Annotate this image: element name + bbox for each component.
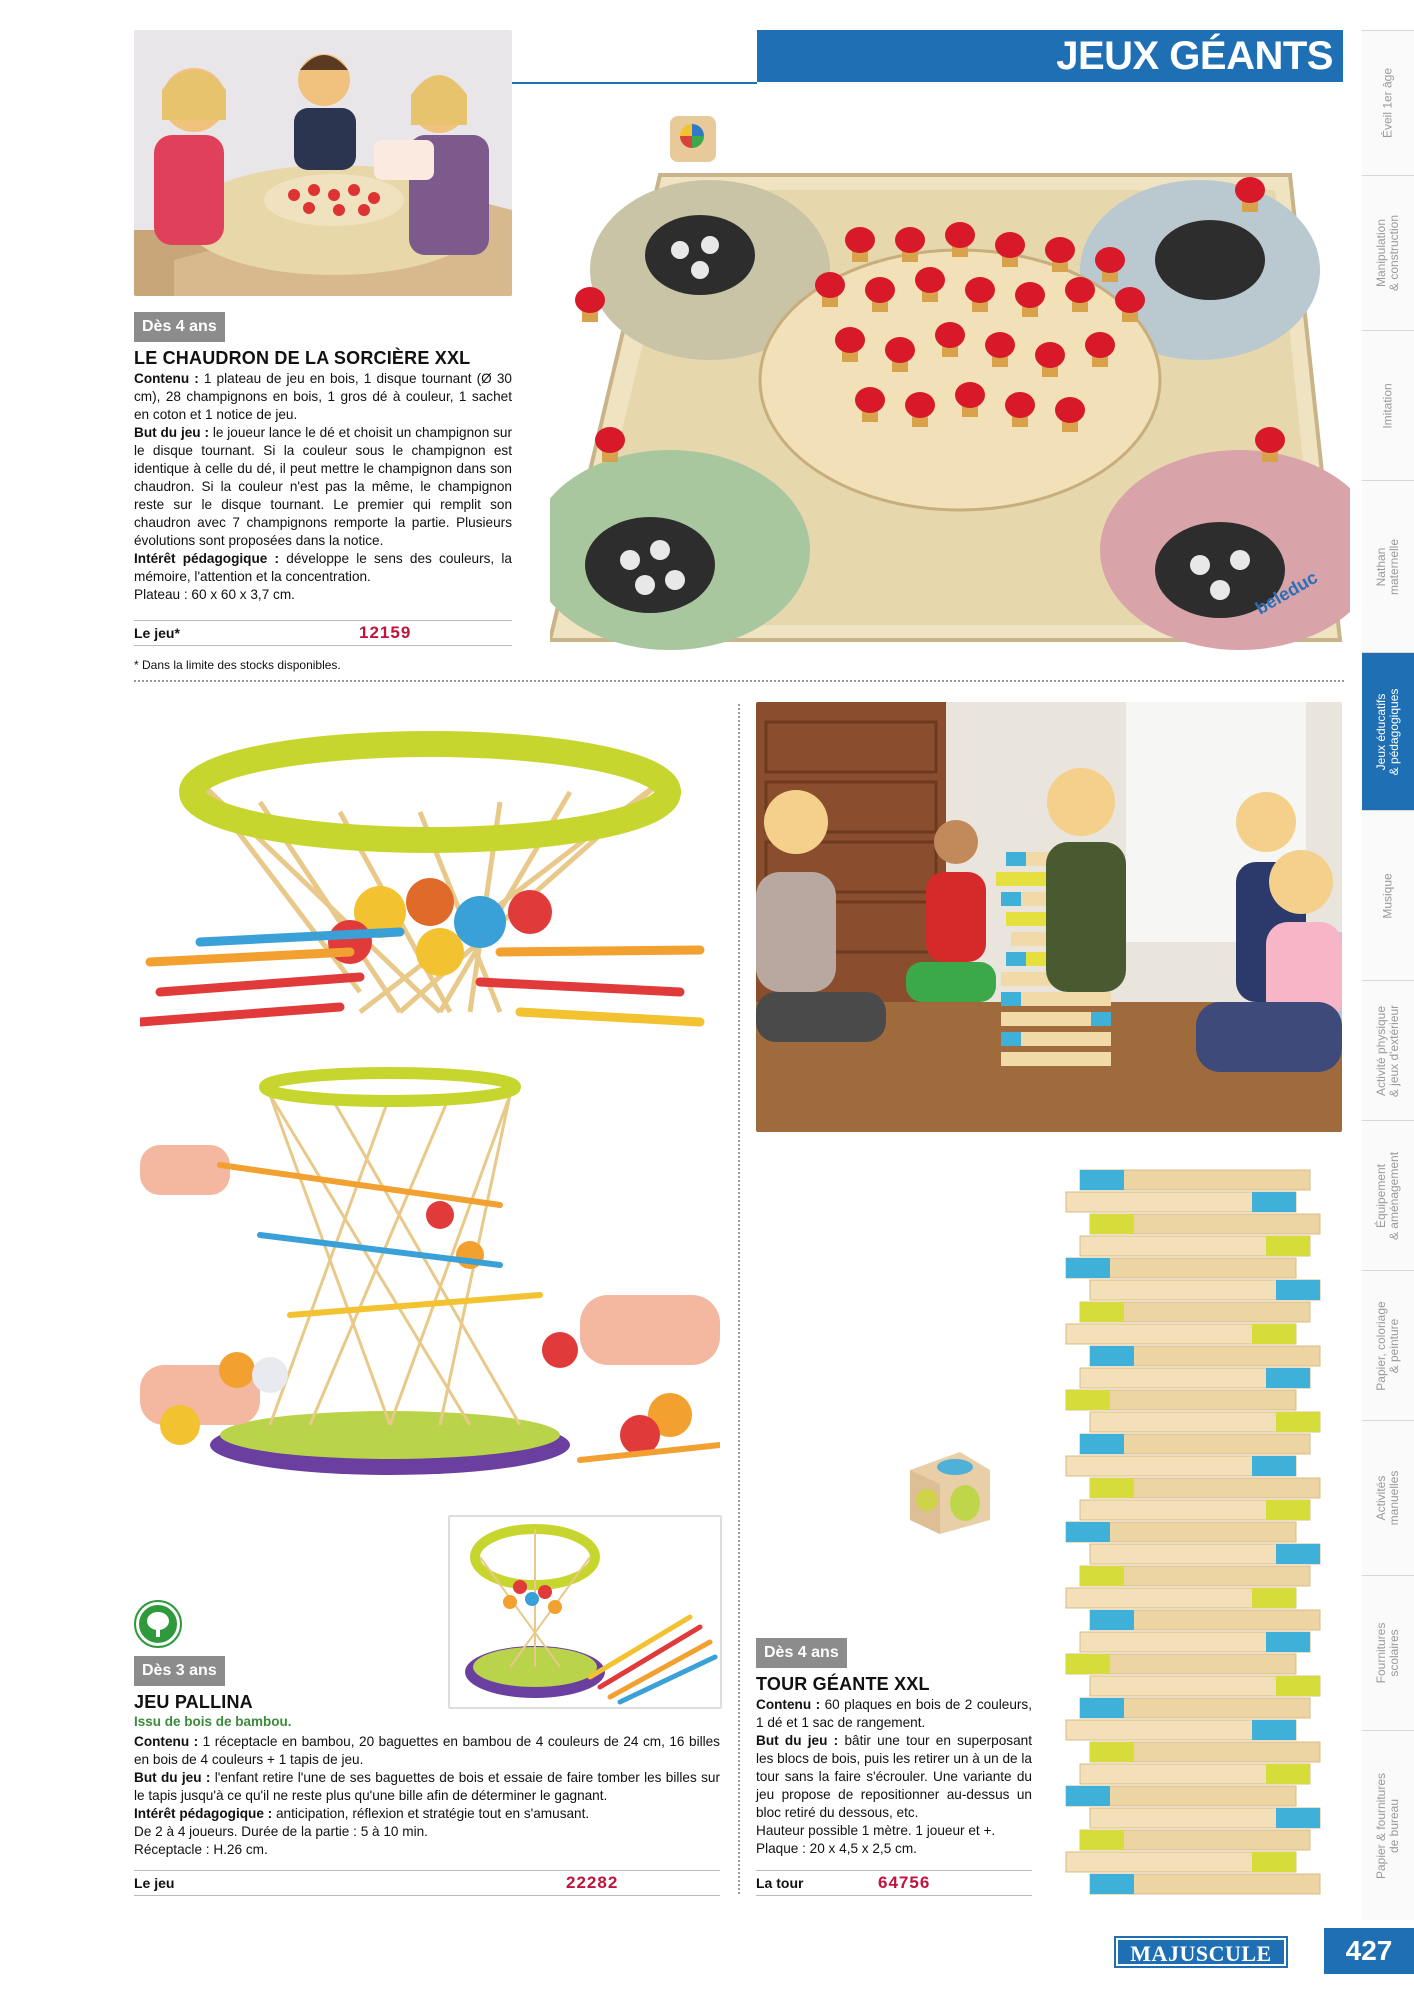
sidebar-tab[interactable]	[1362, 810, 1414, 980]
tower-block-end	[1080, 1698, 1124, 1718]
mushroom-cap	[595, 427, 625, 453]
price-row	[756, 1870, 1032, 1896]
pallina-basket-photo	[140, 712, 720, 1042]
mushroom-cap	[855, 387, 885, 413]
tower-block-end	[1276, 1280, 1320, 1300]
tower-block-end	[1080, 1302, 1124, 1322]
but-label: But du jeu :	[134, 1770, 211, 1785]
tower-block-end	[1276, 1412, 1320, 1432]
price-row	[134, 1870, 720, 1896]
mushroom-cap	[815, 272, 845, 298]
dimensions-text: Plaque : 20 x 4,5 x 2,5 cm.	[756, 1841, 917, 1856]
sidebar-tabs	[1362, 30, 1414, 1920]
age-badge: Dès 3 ans	[134, 1656, 225, 1686]
tower-block-end	[1266, 1764, 1310, 1784]
mushroom-cap	[835, 327, 865, 353]
sidebar-tab-label: Jeux éducatifs & pédagogiques	[1374, 688, 1401, 775]
sidebar-tab[interactable]	[1362, 980, 1414, 1120]
tower-block-end	[1090, 1214, 1134, 1234]
mushroom-cap	[1005, 392, 1035, 418]
mushroom-cap	[945, 222, 975, 248]
tower-block-end	[1080, 1566, 1124, 1586]
price-label: La tour	[756, 1875, 804, 1891]
mushroom-cap	[1065, 277, 1095, 303]
but-text: l'enfant retire l'une de ses baguettes de bois et essaie de faire tomber les billes sur le tapis jusqu'à ce qu'il ne reste plus qu'une bille afin de déterminer le gagnant.	[134, 1770, 720, 1803]
contenu-label: Contenu :	[134, 1734, 199, 1749]
product-code: 22282	[566, 1873, 619, 1892]
age-badge: Dès 4 ans	[134, 312, 225, 342]
product-description	[134, 1733, 720, 1859]
tower-block-end	[1252, 1192, 1296, 1212]
tower-block-end	[1066, 1786, 1110, 1806]
tower-block-end	[1080, 1170, 1124, 1190]
contenu-text: 1 réceptacle en bambou, 20 baguettes en bambou de 4 couleurs de 24 cm, 16 billes en bois de 4 couleurs + 1 tapis de jeu.	[134, 1734, 720, 1767]
mushroom-cap	[995, 232, 1025, 258]
mushroom-cap	[955, 382, 985, 408]
eco-leaf-icon	[136, 1602, 180, 1646]
sidebar-tab[interactable]	[1362, 652, 1414, 810]
pallina-play-photo	[140, 1065, 720, 1485]
mushroom-cap	[985, 332, 1015, 358]
age-badge: Dès 4 ans	[756, 1638, 847, 1668]
stock-note: * Dans la limite des stocks disponibles.	[134, 658, 341, 672]
sidebar-tab-label: Éveil 1er âge	[1380, 67, 1395, 139]
tower-block-end	[1090, 1346, 1134, 1366]
sidebar-tab[interactable]	[1362, 30, 1414, 175]
tower-block-end	[1090, 1874, 1134, 1894]
tower-block-end	[1080, 1830, 1124, 1850]
contenu-text: 1 plateau de jeu en bois, 1 disque tournant (Ø 30 cm), 28 champignons en bois, 1 gros dé à couleur, 1 sachet en coton et 1 notice de jeu.	[134, 371, 512, 422]
sidebar-tab-label: Activités manuelles	[1374, 1470, 1401, 1526]
tower-block-end	[1266, 1500, 1310, 1520]
tower-block-end	[1066, 1258, 1110, 1278]
tower-block-end	[1252, 1720, 1296, 1740]
tower-block-end	[1080, 1434, 1124, 1454]
banner-underline	[512, 82, 757, 84]
but-text: le joueur lance le dé et choisit un champignon sur le disque tournant. Si la couleur sous le champignon est identique à celle du dé, il peut mettre le champignon dans son chaudron. Si la couleur n'est pas la même, le champignon reste sur le disque tournant. Le premier qui remplit son chaudron avec 7 champignons remporte la partie. Plusieurs évolutions sont proposées dans la notice.	[134, 425, 512, 548]
sidebar-tab[interactable]	[1362, 1270, 1414, 1420]
sidebar-tab[interactable]	[1362, 1730, 1414, 1920]
tower-block-end	[1090, 1742, 1134, 1762]
contenu-label: Contenu :	[756, 1697, 821, 1712]
pallina-set-photo	[448, 1515, 722, 1709]
sidebar-tab[interactable]	[1362, 480, 1414, 652]
sidebar-tab-label: Papier & fournitures de bureau	[1374, 1772, 1401, 1879]
mushroom-cap	[575, 287, 605, 313]
tower-block-end	[1090, 1610, 1134, 1630]
tower-block-end	[1266, 1368, 1310, 1388]
interet-text: développe le sens des couleurs, la mémoire, l'attention et la concentration.	[134, 551, 512, 584]
tower-block-end	[1276, 1544, 1320, 1564]
sidebar-tab[interactable]	[1362, 1120, 1414, 1270]
column-divider	[738, 704, 740, 1894]
mushroom-cap	[1055, 397, 1085, 423]
price-label: Le jeu	[134, 1875, 175, 1891]
mushroom-cap	[915, 267, 945, 293]
mushroom-cap	[1035, 342, 1065, 368]
tower-block-end	[1066, 1522, 1110, 1542]
interet-text: anticipation, réflexion et stratégie tout en s'amusant.	[272, 1806, 590, 1821]
but-label: But du jeu :	[756, 1733, 839, 1748]
mushroom-cap	[865, 277, 895, 303]
brand-logo: MAJUSCULE	[1116, 1938, 1286, 1966]
tower-block-end	[1276, 1808, 1320, 1828]
mushroom-cap	[895, 227, 925, 253]
sidebar-tab[interactable]	[1362, 1575, 1414, 1730]
sidebar-tab-label: Manipulation & construction	[1374, 214, 1401, 292]
players-text: De 2 à 4 joueurs. Durée de la partie : 5 à 10 min.	[134, 1824, 428, 1839]
tower-block-end	[1266, 1632, 1310, 1652]
sidebar-tab[interactable]	[1362, 175, 1414, 330]
mushroom-cap	[885, 337, 915, 363]
mushroom-cap	[1115, 287, 1145, 313]
tour-tower-photo	[1040, 1160, 1350, 1900]
contenu-text: 60 plaques en bois de 2 couleurs, 1 dé et 1 sac de rangement.	[756, 1697, 1032, 1730]
mushroom-cap	[935, 322, 965, 348]
mushroom-cap	[905, 392, 935, 418]
height-text: Hauteur possible 1 mètre. 1 joueur et +.	[756, 1823, 996, 1838]
board-brand-logo: beleduc	[1252, 567, 1321, 619]
mushroom-cap	[1095, 247, 1125, 273]
chaudron-kids-photo	[134, 30, 512, 296]
but-text: bâtir une tour en superposant les blocs de bois, puis les retirer un à un de la tour sans la faire s'écrouler. Une variante du jeu propose de repositionner au-dessus un bloc retiré du dessous, etc.	[756, 1733, 1032, 1820]
sidebar-tab-label: Équipement & aménagement	[1374, 1151, 1401, 1240]
mushroom-cap	[965, 277, 995, 303]
color-die-photo	[670, 116, 716, 162]
sidebar-tab-label: Imitation	[1380, 382, 1395, 429]
tower-block-end	[1252, 1588, 1296, 1608]
tower-block-end	[1090, 1478, 1134, 1498]
tower-block-end	[1276, 1676, 1320, 1696]
interet-label: Intérêt pédagogique :	[134, 551, 280, 566]
product-code: 64756	[878, 1873, 931, 1892]
sidebar-tab[interactable]	[1362, 1420, 1414, 1575]
product-title: LE CHAUDRON DE LA SORCIÈRE XXL	[134, 348, 471, 368]
tower-block-end	[1252, 1852, 1296, 1872]
mushroom-cap	[1015, 282, 1045, 308]
divider	[134, 680, 1344, 682]
mushroom-cap	[1255, 427, 1285, 453]
contenu-label: Contenu :	[134, 371, 199, 386]
product-description	[134, 370, 512, 604]
tour-kids-photo	[756, 702, 1342, 1132]
product-title: TOUR GÉANTE XXL	[756, 1674, 930, 1694]
sidebar-tab-label: Papier, coloriage & peinture	[1374, 1300, 1401, 1391]
mushroom-cap	[1085, 332, 1115, 358]
dimensions-text: Réceptacle : H.26 cm.	[134, 1842, 268, 1857]
product-description	[756, 1696, 1032, 1858]
price-row	[134, 620, 512, 646]
dimensions-text: Plateau : 60 x 60 x 3,7 cm.	[134, 587, 295, 602]
eco-note: Issu de bois de bambou.	[134, 1714, 292, 1729]
section-title-banner: JEUX GÉANTS	[757, 30, 1343, 82]
sidebar-tab-label: Activité physique & jeux d'extérieur	[1374, 1004, 1401, 1097]
product-code: 12159	[359, 623, 412, 642]
tower-block-end	[1252, 1324, 1296, 1344]
tower-block-end	[1066, 1390, 1110, 1410]
tower-block-end	[1252, 1456, 1296, 1476]
tower-block-end	[1266, 1236, 1310, 1256]
page-number: 427	[1324, 1928, 1414, 1974]
mushroom-cap	[1235, 177, 1265, 203]
chaudron-board-photo	[550, 110, 1350, 650]
tower-block-end	[1066, 1654, 1110, 1674]
mushroom-cap	[1045, 237, 1075, 263]
sidebar-tab-label: Fournitures scolaires	[1374, 1622, 1401, 1684]
price-label: Le jeu*	[134, 625, 180, 641]
interet-label: Intérêt pédagogique :	[134, 1806, 273, 1821]
tour-die-photo	[900, 1440, 996, 1536]
sidebar-tab-label: Nathan maternelle	[1374, 538, 1401, 595]
mushroom-cap	[845, 227, 875, 253]
but-label: But du jeu :	[134, 425, 209, 440]
product-title: JEU PALLINA	[134, 1692, 253, 1712]
sidebar-tab-label: Musique	[1380, 872, 1395, 919]
sidebar-tab[interactable]	[1362, 330, 1414, 480]
